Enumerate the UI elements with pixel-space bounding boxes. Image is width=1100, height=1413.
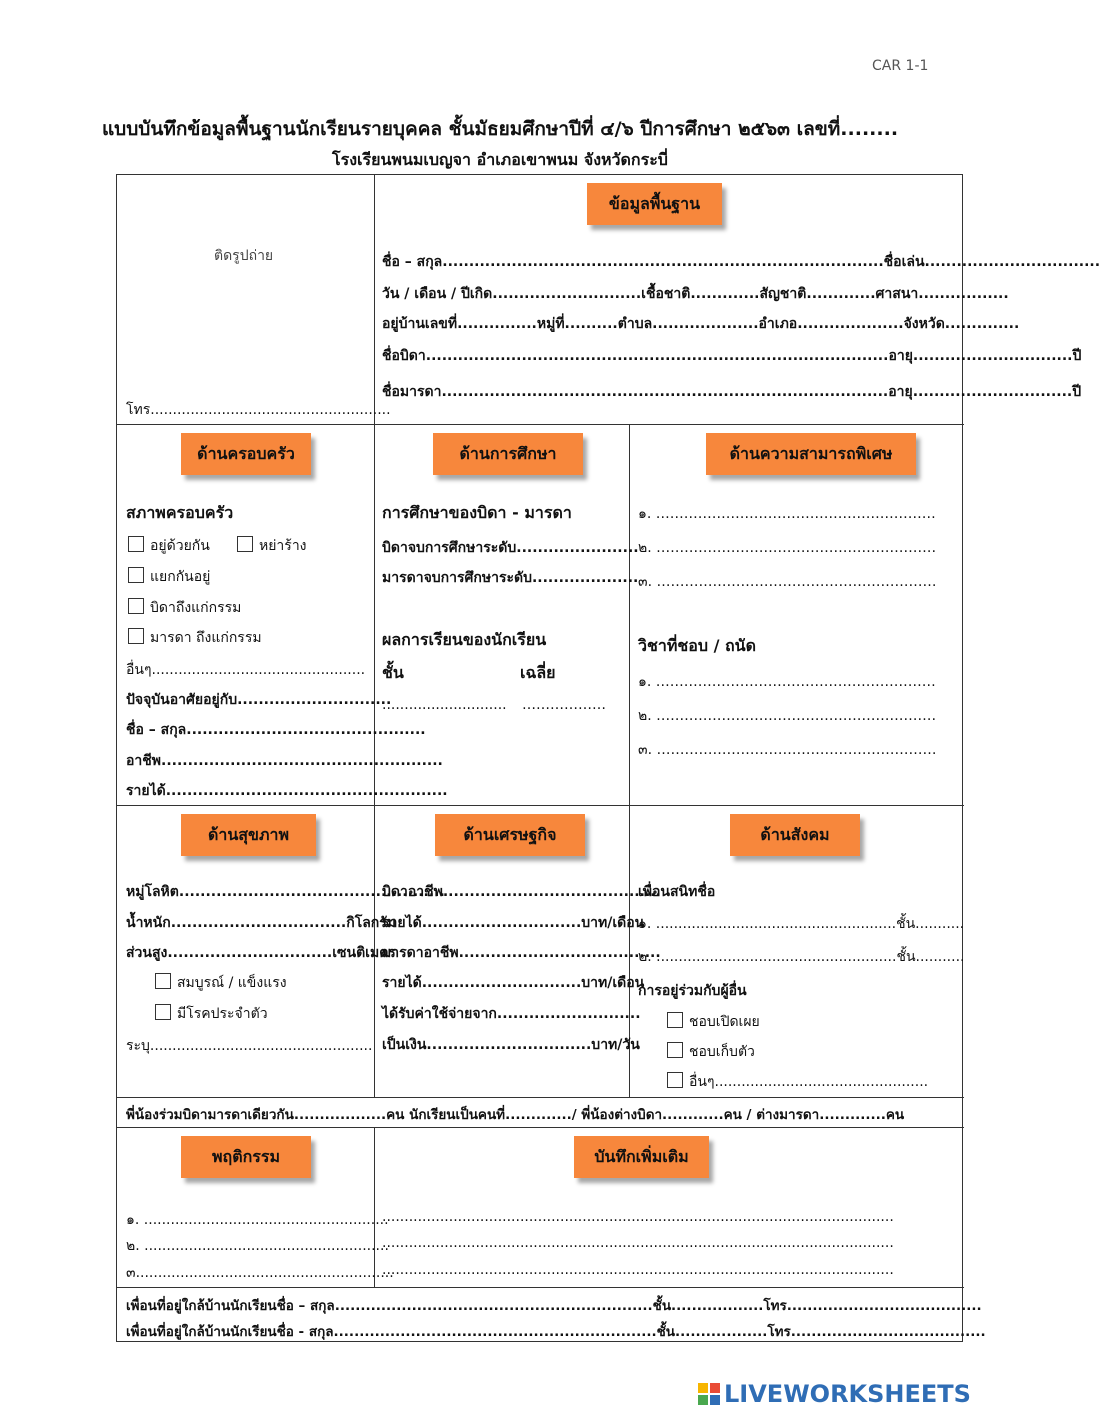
- form-title: แบบบันทึกข้อมูลพื้นฐานนักเรียนรายบุคคล ชั้นมัธยมศึกษาปีที่ ๔/๖ ปีการศึกษา ๒๕๖๓ เลขที่........: [101, 118, 899, 140]
- height-field[interactable]: ส่วนสูง...............................เซนติเมตร: [126, 945, 396, 961]
- education-header: ด้านการศึกษา: [433, 433, 583, 475]
- logo-icon: [698, 1383, 720, 1405]
- form-subtitle: โรงเรียนพนมเบญจา อำเภอเขาพนม จังหวัดกระบี่: [332, 150, 668, 169]
- social-option-open[interactable]: [667, 1011, 760, 1033]
- photo-placeholder-label: ติดรูปถ่าย: [214, 248, 274, 264]
- mother-income-field[interactable]: รายได้..............................บาท/เดือน: [382, 975, 645, 991]
- family-other-field[interactable]: อื่นๆ................................................: [126, 662, 366, 678]
- option-label: บิดาถึงแก่กรรม: [150, 600, 242, 616]
- checkbox[interactable]: [155, 1004, 171, 1020]
- checkbox[interactable]: [128, 628, 144, 644]
- option-label: อยู่ด้วยกัน: [150, 538, 210, 554]
- weight-field[interactable]: น้ำหนัก.................................กิโลกรัม: [126, 915, 397, 931]
- notes-header: บันทึกเพิ่มเติม: [574, 1136, 709, 1178]
- option-label: แยกกันอยู่: [150, 569, 211, 585]
- divider: [117, 1127, 964, 1128]
- checkbox[interactable]: [667, 1012, 683, 1028]
- siblings-field[interactable]: พี่น้องร่วมบิดามารดาเดียวกัน..................คน นักเรียนเป็นคนที่............./ พี่น้องต่างบิดา............คน / ต่างมารดา.............คน: [126, 1107, 905, 1123]
- social-header: ด้านสังคม: [730, 814, 860, 856]
- average-column-label: เฉลี่ย: [520, 663, 556, 682]
- notes-line[interactable]: ...................................................................................................................: [382, 1235, 894, 1251]
- student-results-label: ผลการเรียนของนักเรียน: [382, 630, 547, 649]
- friend-field-1[interactable]: ๑. ......................................................ชั้น...........: [638, 916, 965, 932]
- live-with-field[interactable]: ปัจจุบันอาศัยอยู่กับ.............................: [126, 692, 392, 708]
- option-label: ชอบเก็บตัว: [689, 1044, 755, 1060]
- average-field[interactable]: ………………: [522, 697, 606, 713]
- father-name-field[interactable]: ชื่อบิดา.......................................................................................อายุ..............................ปี: [382, 348, 1082, 364]
- option-label: มารดา ถึงแก่กรรม: [150, 630, 262, 646]
- neighbor-friend-field-2[interactable]: เพื่อนที่อยู่ใกล้บ้านนักเรียนชื่อ - สกุล...............................................................ชั้น..................โทร......................................: [126, 1324, 986, 1340]
- family-option-together[interactable]: [128, 535, 210, 557]
- social-option-other[interactable]: [667, 1071, 928, 1093]
- notes-line[interactable]: ...................................................................................................................: [382, 1262, 894, 1278]
- mother-name-field[interactable]: ชื่อมารดา....................................................................................อายุ..............................ปี: [382, 384, 1082, 400]
- grade-column-label: ชั้น: [382, 663, 404, 682]
- birthdate-field[interactable]: วัน / เดือน / ปีเกิด............................เชื้อชาติ.............สัญชาติ.............ศาสนา.................: [382, 286, 1009, 302]
- behavior-field-1[interactable]: ๑. .......................................................: [126, 1212, 389, 1228]
- health-option-chronic[interactable]: [155, 1003, 268, 1025]
- favorite-subject-field-3[interactable]: ๓. ……………………………………………………: [638, 742, 937, 758]
- father-education-field[interactable]: บิดาจบการศึกษาระดับ.......................: [382, 540, 639, 556]
- option-label: หย่าร้าง: [259, 538, 307, 554]
- allowance-amount-field[interactable]: เป็นเงิน...............................บาท/วัน: [382, 1037, 640, 1053]
- checkbox[interactable]: [667, 1072, 683, 1088]
- behavior-field-3[interactable]: ๓..........................................................: [126, 1265, 394, 1281]
- document-code: CAR 1-1: [872, 58, 929, 74]
- grade-field[interactable]: ............................: [382, 697, 507, 713]
- mother-job-field[interactable]: มารดาอาชีพ......................................: [382, 945, 661, 961]
- name-field[interactable]: ชื่อ – สกุล...................................................................................ชื่อเล่น.................................: [382, 254, 1100, 270]
- behavior-header: พฤติกรรม: [181, 1136, 311, 1178]
- favorite-subject-label: วิชาที่ชอบ / ถนัด: [638, 636, 756, 655]
- father-job-field[interactable]: บิดาอาชีพ.........................................: [382, 884, 661, 900]
- divider: [117, 1097, 964, 1098]
- health-option-healthy[interactable]: [155, 972, 287, 994]
- guardian-income-field[interactable]: รายได้.....................................................: [126, 783, 448, 799]
- parent-education-label: การศึกษาของบิดา - มารดา: [382, 503, 572, 522]
- divider: [117, 424, 964, 425]
- checkbox[interactable]: [667, 1042, 683, 1058]
- family-option-father-deceased[interactable]: [128, 597, 241, 619]
- living-with-others-label: การอยู่ร่วมกับผู้อื่น: [638, 983, 747, 999]
- family-option-mother-deceased[interactable]: [128, 627, 262, 649]
- health-specify-field[interactable]: ระบุ..................................................: [126, 1038, 373, 1054]
- family-status-label: สภาพครอบครัว: [126, 503, 234, 522]
- phone-field[interactable]: โทร......................................................: [126, 402, 391, 418]
- neighbor-friend-field-1[interactable]: เพื่อนที่อยู่ใกล้บ้านนักเรียนชื่อ – สกุล..............................................................ชั้น..................โทร......................................: [126, 1298, 982, 1314]
- blood-type-field[interactable]: หมู่โลหิต..................................................: [126, 884, 445, 900]
- brand-name: LIVEWORKSHEETS: [724, 1380, 971, 1408]
- father-income-field[interactable]: รายได้..............................บาท/เดือน: [382, 915, 645, 931]
- family-option-divorced[interactable]: [237, 535, 307, 557]
- liveworksheets-logo: [698, 1380, 971, 1408]
- behavior-field-2[interactable]: ๒. .......................................................: [126, 1238, 389, 1254]
- checkbox[interactable]: [155, 973, 171, 989]
- family-option-separated[interactable]: [128, 566, 210, 588]
- checkbox[interactable]: [128, 598, 144, 614]
- favorite-subject-field-2[interactable]: ๒. ……………………………………………………: [638, 708, 937, 724]
- option-label: มีโรคประจำตัว: [177, 1006, 268, 1022]
- close-friends-label: เพื่อนสนิทชื่อ: [638, 884, 716, 900]
- student-record-form: [116, 174, 1100, 1342]
- notes-line[interactable]: ...................................................................................................................: [382, 1209, 894, 1225]
- ability-field-3[interactable]: ๓. ……………………………………………………: [638, 574, 937, 590]
- economy-header: ด้านเศรษฐกิจ: [435, 814, 585, 856]
- special-ability-header: ด้านความสามารถพิเศษ: [706, 433, 916, 475]
- divider: [117, 805, 964, 806]
- checkbox[interactable]: [128, 567, 144, 583]
- checkbox[interactable]: [128, 536, 144, 552]
- address-field[interactable]: อยู่บ้านเลขที่...............หมู่ที่..........ตำบล....................อำเภอ....................จังหวัด..............: [382, 316, 1020, 332]
- option-label: สมบูรณ์ / แข็งแรง: [177, 975, 287, 991]
- mother-education-field[interactable]: มารดาจบการศึกษาระดับ....................: [382, 570, 639, 586]
- ability-field-2[interactable]: ๒. ……………………………………………………: [638, 540, 937, 556]
- guardian-name-field[interactable]: ชื่อ – สกุล.............................................: [126, 722, 426, 738]
- option-label: ชอบเปิดเผย: [689, 1014, 760, 1030]
- option-label: อื่นๆ................................................: [689, 1074, 929, 1090]
- friend-field-2[interactable]: ๒. ......................................................ชั้น...........: [638, 949, 965, 965]
- divider: [629, 424, 630, 1097]
- social-option-reserved[interactable]: [667, 1041, 755, 1063]
- favorite-subject-field-1[interactable]: ๑. ……………………………………………………: [638, 674, 936, 690]
- checkbox[interactable]: [237, 536, 253, 552]
- ability-field-1[interactable]: ๑. ……………………………………………………: [638, 506, 936, 522]
- family-header: ด้านครอบครัว: [181, 433, 311, 475]
- guardian-occupation-field[interactable]: อาชีพ.....................................................: [126, 753, 443, 769]
- allowance-source-field[interactable]: ได้รับค่าใช้จ่ายจาก...........................: [382, 1006, 641, 1022]
- basic-info-header: ข้อมูลพื้นฐาน: [587, 183, 722, 225]
- health-header: ด้านสุขภาพ: [181, 814, 316, 856]
- divider: [117, 1287, 964, 1288]
